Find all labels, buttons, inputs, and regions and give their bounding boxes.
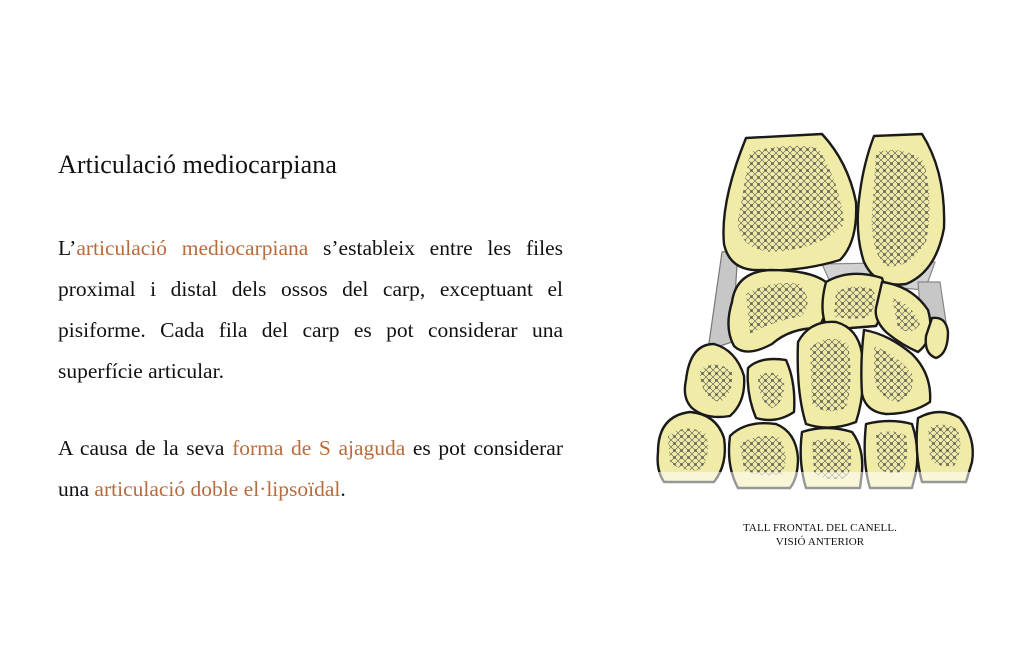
paragraph-text: A causa de la seva [58, 436, 233, 460]
highlight-term: articulació mediocarpiana [76, 236, 309, 260]
paragraph-text: L’ [58, 236, 77, 260]
paragraph-text: es pot considerar una [58, 436, 563, 501]
caption-line-1: TALL FRONTAL DEL CANELL. [742, 522, 897, 534]
caption-line-2: VISIÓ ANTERIOR [775, 536, 865, 548]
page-title: Articulació mediocarpiana [58, 150, 337, 179]
wrist-illustration [650, 132, 980, 492]
paragraph-shape [58, 428, 563, 510]
wrist-frontal-section-drawing [650, 132, 980, 492]
paragraph-text: . [340, 477, 346, 501]
figure-caption [700, 521, 940, 549]
highlight-term: articulació doble el·lipsoïdal [94, 477, 341, 501]
paragraph-text: s’estableix entre les files proximal i distal dels ossos del carp, exceptuant el pisiforme. Cada fila del carp es pot considerar una superfície articular. [58, 236, 563, 383]
pisiform-bone [926, 318, 948, 358]
highlight-term: forma de S ajaguda [232, 436, 406, 460]
paragraph-definition [58, 228, 563, 392]
